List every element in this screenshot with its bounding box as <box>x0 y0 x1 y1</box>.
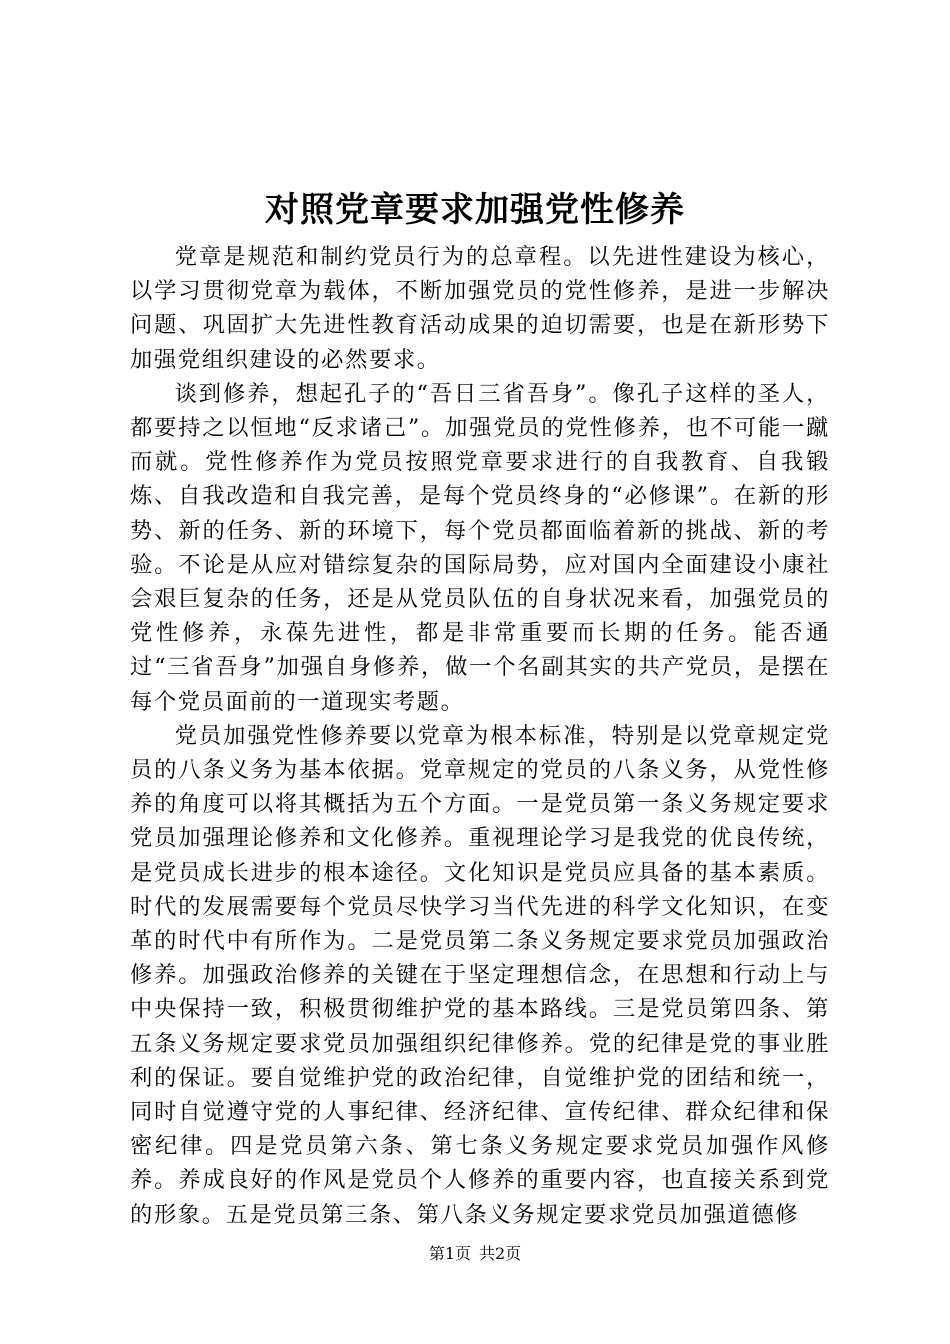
paragraph-1: 党章是规范和制约党员行为的总章程。以先进性建设为核心，以学习贯彻党章为载体，不断加强党员的党性修养，是进一步解决问题、巩固扩大先进性教育活动成果的迫切需要，也是在新形势下加强党组织建设的必然要求。 <box>130 244 830 373</box>
paragraph-3: 党员加强党性修养要以党章为根本标准，特别是以党章规定党员的八条义务为基本依据。党章规定的党员的八条义务，从党性修养的角度可以将其概括为五个方面。一是党员第一条义务规定要求党员加强理论修养和文化修养。重视理论学习是我党的优良传统，是党员成长进步的根本途径。文化知识是党员应具备的基本素质。时代的发展需要每个党员尽快学习当代先进的科学文化知识，在变革的时代中有所作为。二是党员第二条义务规定要求党员加强政治修养。加强政治修养的关键在于坚定理想信念，在思想和行动上与中央保持一致，积极贯彻维护党的基本路线。三是党员第四条、第五条义务规定要求党员加强组织纪律修养。党的纪律是党的事业胜利的保证。要自觉维护党的政治纪律，自觉维护党的团结和统一，同时自觉遵守党的人事纪律、经济纪律、宣传纪律、群众纪律和保密纪律。四是党员第六条、第七条义务规定要求党员加强作风修养。养成良好的作风是党员个人修养的重要内容，也直接关系到党的形象。五是党员第三条、第八条义务规定要求党员加强道德修 <box>130 722 830 1228</box>
page-total: 共2页 <box>479 1244 522 1263</box>
paragraph-2: 谈到修养，想起孔子的“吾日三省吾身”。像孔子这样的圣人，都要持之以恒地“反求诸己”。加强党员的党性修养，也不可能一蹴而就。党性修养作为党员按照党章要求进行的自我教育、自我锻炼、自我改造和自我完善，是每个党员终身的“必修课”。在新的形势、新的任务、新的环境下，每个党员都面临着新的挑战、新的考验。不论是从应对错综复杂的国际局势，应对国内全面建设小康社会艰巨复杂的任务，还是从党员队伍的自身状况来看，加强党员的党性修养，永葆先进性，都是非常重要而长期的任务。能否通过“三省吾身”加强自身修养，做一个名副其实的共产党员，是摆在每个党员面前的一道现实考题。 <box>130 380 830 715</box>
document-body <box>130 240 830 1232</box>
document-title: 对照党章要求加强党性修养 <box>265 190 685 230</box>
page-number: 第1页 <box>428 1244 471 1263</box>
page-footer <box>0 1242 950 1266</box>
